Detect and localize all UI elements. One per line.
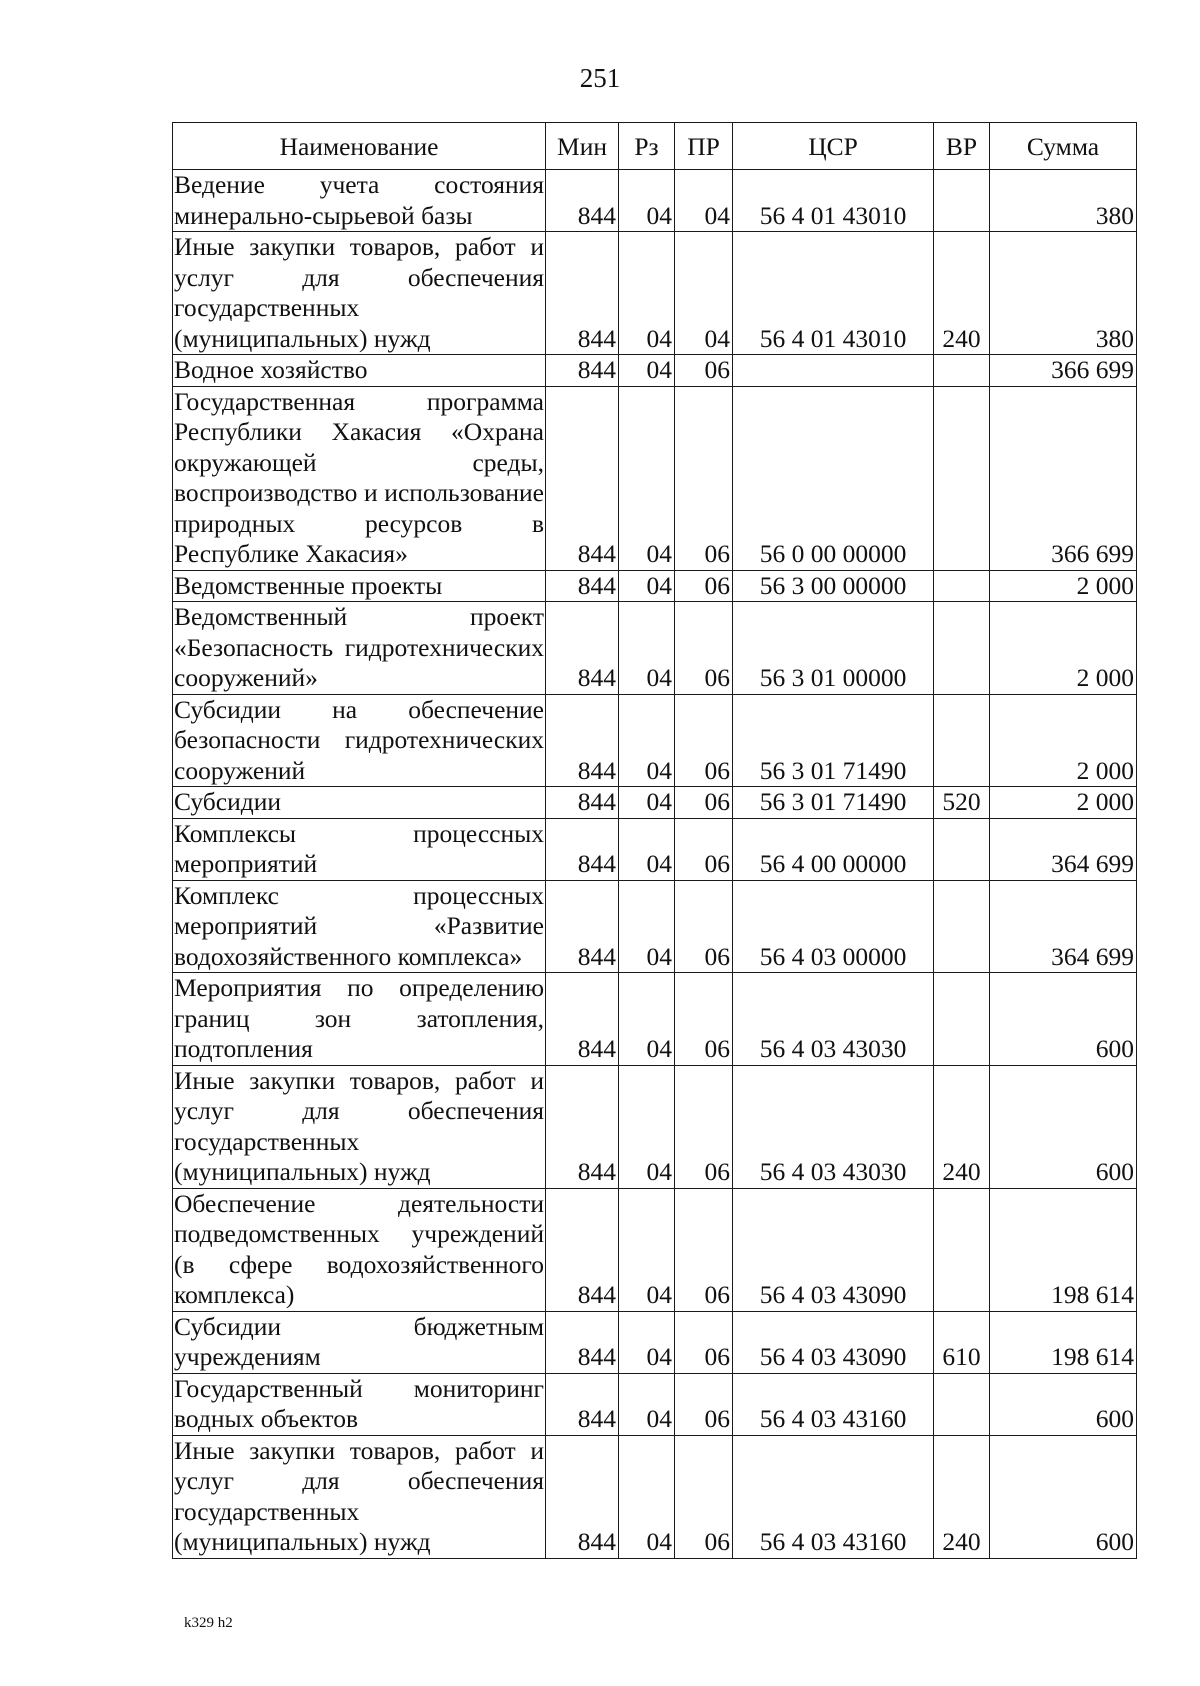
cell-min: 844 bbox=[546, 602, 619, 695]
cell-pr: 06 bbox=[675, 602, 733, 695]
cell-min: 844 bbox=[546, 170, 619, 232]
cell-vr bbox=[934, 355, 990, 387]
cell-min: 844 bbox=[546, 1188, 619, 1311]
table-row bbox=[173, 355, 1137, 387]
cell-rz: 04 bbox=[619, 880, 675, 973]
cell-rz: 04 bbox=[619, 1188, 675, 1311]
cell-name: Комплекс процессных мероприятий «Развитие водохозяйственного комплекса» bbox=[174, 880, 544, 971]
cell-name: Иные закупки товаров, работ и услуг для обеспечения государственных (муниципальных) нужд bbox=[174, 232, 544, 353]
cell-sum: 366 699 bbox=[990, 386, 1137, 570]
cell-rz: 04 bbox=[619, 386, 675, 570]
cell-sum: 364 699 bbox=[990, 880, 1137, 973]
cell-rz: 04 bbox=[619, 1065, 675, 1188]
cell-min: 844 bbox=[546, 232, 619, 355]
cell-pr: 06 bbox=[675, 1065, 733, 1188]
cell-pr: 06 bbox=[675, 1311, 733, 1373]
cell-sum: 600 bbox=[990, 1373, 1137, 1435]
cell-rz: 04 bbox=[619, 170, 675, 232]
table-body bbox=[173, 170, 1137, 1559]
header-rz: Рз bbox=[619, 123, 675, 170]
footer-code: k329 h2 bbox=[184, 1615, 233, 1631]
cell-name: Государственная программа Республики Хакасия «Охрана окружающей среды, воспроизводство и использование природных ресурсов в Республике Хакасия» bbox=[174, 386, 544, 568]
table-row bbox=[173, 787, 1137, 819]
table-row bbox=[173, 818, 1137, 880]
cell-csr: 56 3 00 00000 bbox=[733, 570, 934, 602]
budget-table bbox=[172, 122, 1137, 1559]
cell-vr bbox=[934, 1373, 990, 1435]
cell-rz: 04 bbox=[619, 232, 675, 355]
cell-name: Субсидии на обеспечение безопасности гидротехнических сооружений bbox=[174, 694, 544, 785]
cell-sum: 364 699 bbox=[990, 818, 1137, 880]
cell-min: 844 bbox=[546, 694, 619, 787]
cell-csr: 56 4 01 43010 bbox=[733, 170, 934, 232]
cell-vr: 520 bbox=[934, 787, 990, 819]
cell-pr: 06 bbox=[675, 1188, 733, 1311]
cell-csr: 56 0 00 00000 bbox=[733, 386, 934, 570]
cell-vr bbox=[934, 694, 990, 787]
table-row bbox=[173, 570, 1137, 602]
table-row bbox=[173, 1065, 1137, 1188]
cell-vr bbox=[934, 170, 990, 232]
cell-vr bbox=[934, 570, 990, 602]
table-row bbox=[173, 170, 1137, 232]
cell-min: 844 bbox=[546, 973, 619, 1066]
cell-rz: 04 bbox=[619, 787, 675, 819]
cell-rz: 04 bbox=[619, 1311, 675, 1373]
cell-pr: 06 bbox=[675, 818, 733, 880]
cell-name: Ведение учета состояния минерально-сырьевой базы bbox=[174, 170, 544, 230]
cell-sum: 2 000 bbox=[990, 694, 1137, 787]
cell-sum: 198 614 bbox=[990, 1188, 1137, 1311]
cell-pr: 04 bbox=[675, 232, 733, 355]
cell-csr: 56 3 01 71490 bbox=[733, 787, 934, 819]
cell-pr: 06 bbox=[675, 355, 733, 387]
cell-rz: 04 bbox=[619, 602, 675, 695]
header-sum: Сумма bbox=[990, 123, 1137, 170]
cell-name: Государственный мониторинг водных объектов bbox=[174, 1373, 544, 1433]
cell-name: Водное хозяйство bbox=[173, 355, 546, 387]
table-row bbox=[173, 386, 1137, 570]
table-row bbox=[173, 1311, 1137, 1373]
cell-csr: 56 4 03 43030 bbox=[733, 1065, 934, 1188]
cell-pr: 06 bbox=[675, 787, 733, 819]
cell-csr: 56 4 03 43090 bbox=[733, 1311, 934, 1373]
cell-sum: 380 bbox=[990, 232, 1137, 355]
table-row bbox=[173, 232, 1137, 355]
cell-vr bbox=[934, 602, 990, 695]
cell-name: Мероприятия по определению границ зон затопления, подтопления bbox=[174, 973, 544, 1063]
cell-rz: 04 bbox=[619, 1435, 675, 1558]
cell-csr: 56 4 03 43030 bbox=[733, 973, 934, 1066]
cell-rz: 04 bbox=[619, 570, 675, 602]
cell-pr: 06 bbox=[675, 570, 733, 602]
table-row bbox=[173, 602, 1137, 695]
page-number: 251 bbox=[579, 63, 621, 93]
cell-name: Иные закупки товаров, работ и услуг для обеспечения государственных (муниципальных) нужд bbox=[174, 1065, 544, 1186]
cell-min: 844 bbox=[546, 818, 619, 880]
cell-pr: 06 bbox=[675, 880, 733, 973]
cell-csr: 56 4 03 00000 bbox=[733, 880, 934, 973]
cell-csr: 56 4 03 43160 bbox=[733, 1435, 934, 1558]
table-row bbox=[173, 1435, 1137, 1558]
cell-rz: 04 bbox=[619, 818, 675, 880]
header-pr: ПР bbox=[675, 123, 733, 170]
cell-sum: 600 bbox=[990, 1065, 1137, 1188]
cell-name: Субсидии bbox=[173, 787, 546, 819]
cell-min: 844 bbox=[546, 1065, 619, 1188]
cell-min: 844 bbox=[546, 1311, 619, 1373]
cell-rz: 04 bbox=[619, 973, 675, 1066]
cell-pr: 06 bbox=[675, 1435, 733, 1558]
header-name: Наименование bbox=[173, 123, 546, 170]
cell-name: Иные закупки товаров, работ и услуг для обеспечения государственных (муниципальных) нужд bbox=[174, 1435, 544, 1556]
cell-csr: 56 3 01 00000 bbox=[733, 602, 934, 695]
cell-vr bbox=[934, 818, 990, 880]
cell-vr bbox=[934, 386, 990, 570]
cell-pr: 04 bbox=[675, 170, 733, 232]
cell-csr: 56 4 03 43090 bbox=[733, 1188, 934, 1311]
cell-min: 844 bbox=[546, 1435, 619, 1558]
cell-csr: 56 4 03 43160 bbox=[733, 1373, 934, 1435]
table-row bbox=[173, 880, 1137, 973]
header-min: Мин bbox=[546, 123, 619, 170]
table-row bbox=[173, 1373, 1137, 1435]
cell-rz: 04 bbox=[619, 694, 675, 787]
cell-vr bbox=[934, 1188, 990, 1311]
table-row bbox=[173, 973, 1137, 1066]
cell-pr: 06 bbox=[675, 386, 733, 570]
cell-name: Ведомственные проекты bbox=[173, 570, 546, 602]
cell-rz: 04 bbox=[619, 1373, 675, 1435]
cell-sum: 366 699 bbox=[990, 355, 1137, 387]
cell-sum: 2 000 bbox=[990, 570, 1137, 602]
cell-name: Обеспечение деятельности подведомственных учреждений (в сфере водохозяйственного комплекса) bbox=[174, 1188, 544, 1309]
cell-vr bbox=[934, 880, 990, 973]
header-vr: ВР bbox=[934, 123, 990, 170]
cell-sum: 600 bbox=[990, 1435, 1137, 1558]
cell-min: 844 bbox=[546, 386, 619, 570]
cell-vr bbox=[934, 973, 990, 1066]
table-header-row bbox=[173, 123, 1137, 170]
cell-csr bbox=[733, 355, 934, 387]
cell-csr: 56 3 01 71490 bbox=[733, 694, 934, 787]
cell-csr: 56 4 00 00000 bbox=[733, 818, 934, 880]
cell-pr: 06 bbox=[675, 1373, 733, 1435]
cell-name: Ведомственный проект «Безопасность гидротехнических сооружений» bbox=[174, 602, 544, 692]
header-csr: ЦСР bbox=[733, 123, 934, 170]
cell-sum: 600 bbox=[990, 973, 1137, 1066]
cell-sum: 2 000 bbox=[990, 602, 1137, 695]
cell-min: 844 bbox=[546, 787, 619, 819]
cell-sum: 198 614 bbox=[990, 1311, 1137, 1373]
cell-vr: 240 bbox=[934, 1065, 990, 1188]
cell-csr: 56 4 01 43010 bbox=[733, 232, 934, 355]
cell-pr: 06 bbox=[675, 694, 733, 787]
cell-vr: 610 bbox=[934, 1311, 990, 1373]
cell-vr: 240 bbox=[934, 1435, 990, 1558]
cell-vr: 240 bbox=[934, 232, 990, 355]
cell-min: 844 bbox=[546, 1373, 619, 1435]
cell-name: Субсидии бюджетным учреждениям bbox=[174, 1311, 544, 1371]
cell-min: 844 bbox=[546, 880, 619, 973]
cell-rz: 04 bbox=[619, 355, 675, 387]
cell-name: Комплексы процессных мероприятий bbox=[174, 818, 544, 878]
cell-sum: 2 000 bbox=[990, 787, 1137, 819]
cell-sum: 380 bbox=[990, 170, 1137, 232]
table-row bbox=[173, 1188, 1137, 1311]
table-row bbox=[173, 694, 1137, 787]
cell-pr: 06 bbox=[675, 973, 733, 1066]
cell-min: 844 bbox=[546, 570, 619, 602]
cell-min: 844 bbox=[546, 355, 619, 387]
